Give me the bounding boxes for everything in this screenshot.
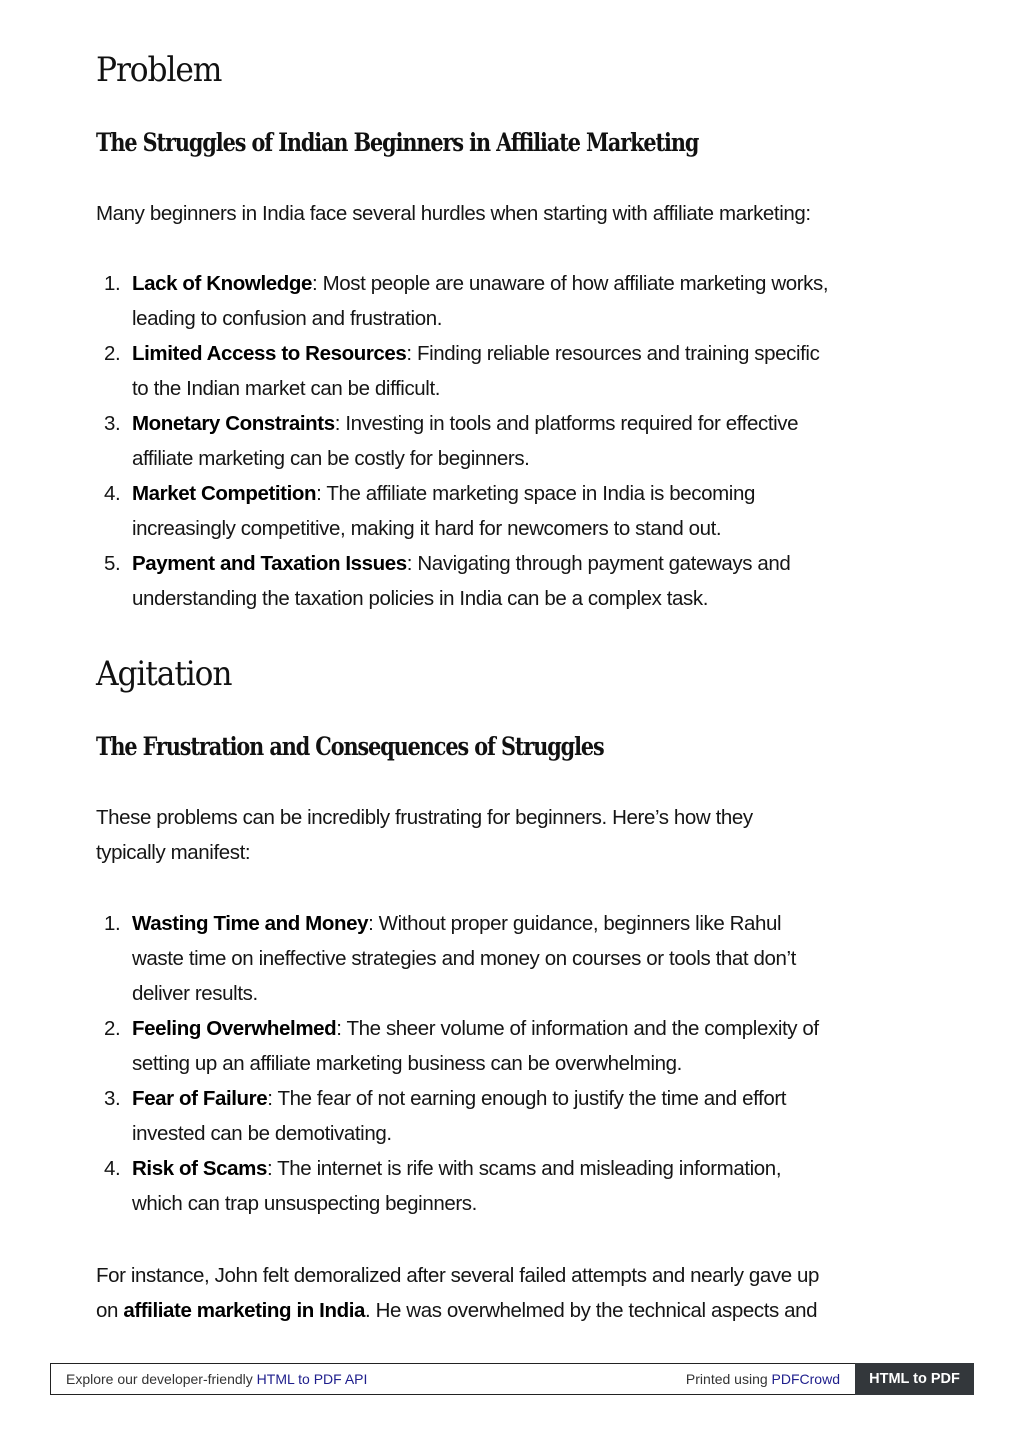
closing-line: For instance, John felt demoralized after several failed attempts and nearly gave up <box>96 1264 820 1287</box>
list-item <box>96 406 926 476</box>
list-item <box>96 266 926 336</box>
footer-left-text <box>66 1371 367 1387</box>
list-text: invested can be demotivating. <box>132 1122 392 1145</box>
list-text: : The sheer volume of information and the complexity of <box>336 1017 819 1040</box>
list-number: 2. <box>104 1017 121 1040</box>
problem-intro: Many beginners in India face several hurdles when starting with affiliate marketing: <box>96 202 811 225</box>
list-number: 3. <box>104 412 121 435</box>
list-text: : The fear of not earning enough to justify the time and effort <box>267 1087 787 1110</box>
list-number: 5. <box>104 552 121 575</box>
agitation-list <box>96 906 926 1221</box>
problem-subheading: The Struggles of Indian Beginners in Affiliate Marketing <box>96 128 699 157</box>
pdfcrowd-link[interactable]: PDFCrowd <box>771 1371 840 1387</box>
html-to-pdf-button[interactable]: HTML to PDF <box>855 1363 974 1395</box>
list-term: Feeling Overwhelmed <box>132 1017 337 1040</box>
list-term: Market Competition <box>132 482 317 505</box>
list-text: : Investing in tools and platforms required for effective <box>334 412 799 435</box>
list-term: Monetary Constraints <box>132 412 335 435</box>
list-text: which can trap unsuspecting beginners. <box>132 1192 477 1215</box>
list-number: 4. <box>104 482 121 505</box>
list-text: setting up an affiliate marketing business can be overwhelming. <box>132 1052 682 1075</box>
list-item <box>96 1081 926 1151</box>
closing-paragraph <box>96 1258 926 1328</box>
intro-line: These problems can be incredibly frustrating for beginners. Here’s how they <box>96 806 753 829</box>
printed-using-label: Printed using <box>685 1371 772 1387</box>
list-text: : Most people are unaware of how affiliate marketing works, <box>312 272 829 295</box>
agitation-subheading: The Frustration and Consequences of Struggles <box>96 732 604 761</box>
agitation-intro <box>96 800 926 870</box>
list-text: waste time on ineffective strategies and money on courses or tools that don’t <box>132 947 796 970</box>
list-item <box>96 1151 926 1221</box>
list-text: : Navigating through payment gateways and <box>406 552 791 575</box>
list-number: 1. <box>104 272 121 295</box>
list-text: : Finding reliable resources and training specific <box>406 342 820 365</box>
list-text: understanding the taxation policies in India can be a complex task. <box>132 587 709 610</box>
list-number: 3. <box>104 1087 121 1110</box>
list-term: Lack of Knowledge <box>132 272 313 295</box>
list-number: 1. <box>104 912 121 935</box>
list-item <box>96 1011 926 1081</box>
list-item <box>96 906 926 1011</box>
list-term: Payment and Taxation Issues <box>132 552 407 575</box>
footer-promo-label: Explore our developer-friendly <box>66 1371 257 1387</box>
list-text: : Without proper guidance, beginners like Rahul <box>368 912 782 935</box>
problem-heading: Problem <box>96 50 222 90</box>
list-text: to the Indian market can be difficult. <box>132 377 441 400</box>
list-item <box>96 476 926 546</box>
list-term: Limited Access to Resources <box>132 342 407 365</box>
list-text: increasingly competitive, making it hard for newcomers to stand out. <box>132 517 722 540</box>
list-term: Risk of Scams <box>132 1157 267 1180</box>
pdfcrowd-footer-banner <box>50 1363 974 1395</box>
list-number: 4. <box>104 1157 121 1180</box>
intro-line: typically manifest: <box>96 841 251 864</box>
list-text: affiliate marketing can be costly for beginners. <box>132 447 530 470</box>
list-item <box>96 546 926 616</box>
closing-bold-keyword: affiliate marketing in India <box>123 1299 365 1322</box>
list-item <box>96 336 926 406</box>
problem-list <box>96 266 926 616</box>
footer-right-text <box>686 1371 840 1387</box>
list-text: leading to confusion and frustration. <box>132 307 442 330</box>
list-text: : The affiliate marketing space in India is becoming <box>316 482 755 505</box>
list-text: deliver results. <box>132 982 258 1005</box>
list-term: Wasting Time and Money <box>132 912 369 935</box>
list-term: Fear of Failure <box>132 1087 268 1110</box>
closing-text: . He was overwhelmed by the technical aspects and <box>365 1299 818 1322</box>
html-to-pdf-api-link[interactable]: HTML to PDF API <box>256 1371 368 1387</box>
list-number: 2. <box>104 342 121 365</box>
list-text: : The internet is rife with scams and misleading information, <box>266 1157 782 1180</box>
agitation-heading: Agitation <box>96 654 232 694</box>
closing-text: on <box>96 1299 124 1322</box>
